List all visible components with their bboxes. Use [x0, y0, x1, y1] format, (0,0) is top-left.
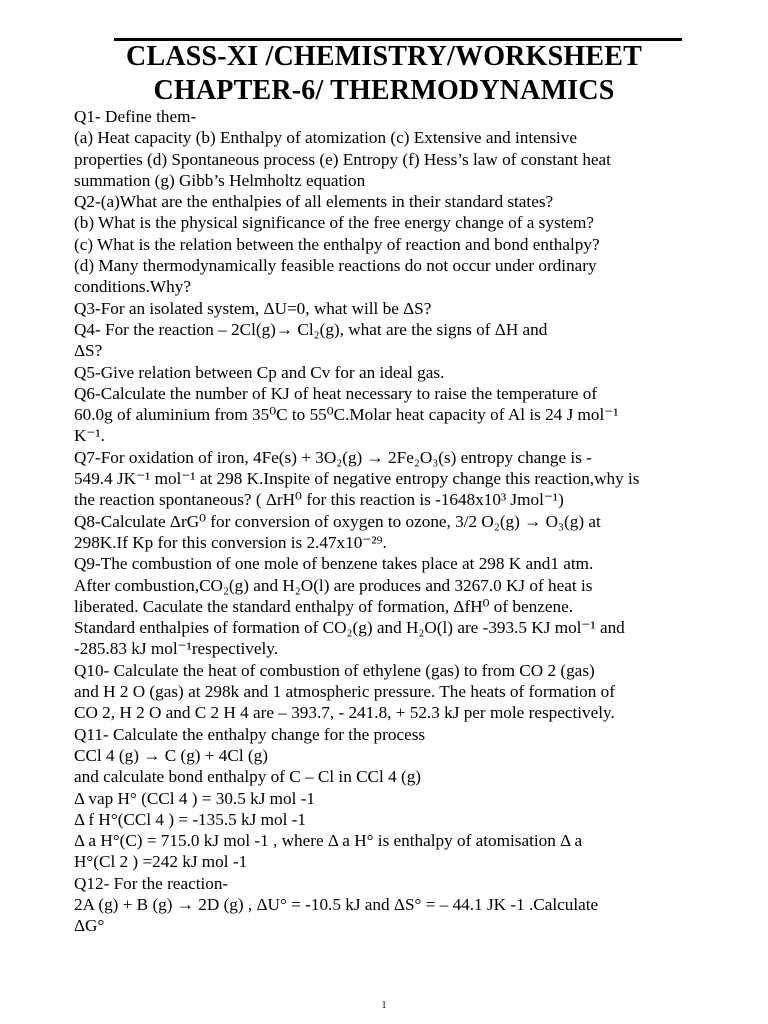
q5-text: Q5-Give relation between Cp and Cv for an ideal gas. — [74, 362, 445, 382]
q11-text-line: and calculate bond enthalpy of C – Cl in CCl 4 (g) — [74, 767, 422, 787]
q9-text-line: liberated. Caculate the standard enthalpy of formation, ΔfH⁰ of benzene. — [74, 596, 573, 616]
q11-text-line: CCl 4 (g) → C (g) + 4Cl (g) — [74, 745, 268, 765]
q3-text: Q3-For an isolated system, ΔU=0, what will be ΔS? — [74, 298, 432, 318]
q8-text: Q8-Calculate ΔrG⁰ for conversion of oxygen to ozone, 3/2 O₂(g) → O₃(g) at — [74, 511, 601, 531]
q7-text-line: 549.4 JK⁻¹ mol⁻¹ at 298 K.Inspite of negative entropy change this reaction,why is — [74, 469, 640, 489]
q9-text-line: Standard enthalpies of formation of CO₂(g) and H₂O(l) are -393.5 KJ mol⁻¹ and — [74, 618, 625, 638]
q7-text: Q7-For oxidation of iron, 4Fe(s) + 3O₂(g) → 2Fe₂O₃(s) entropy change is - — [74, 447, 592, 467]
q1-text-line: summation (g) Gibb’s Helmholtz equation — [74, 170, 366, 190]
q6-text: Q6-Calculate the number of KJ of heat necessary to raise the temperature of — [74, 383, 598, 403]
q11-text-line: Δ f H°(CCl 4 ) = -135.5 kJ mol -1 — [74, 809, 306, 829]
q9-text-line: After combustion,CO₂(g) and H₂O(l) are produces and 3267.0 KJ of heat is — [74, 575, 593, 595]
q11-text-line: Δ vap H° (CCl 4 ) = 30.5 kJ mol -1 — [74, 788, 316, 808]
q2-text-line: (d) Many thermodynamically feasible reactions do not occur under ordinary — [74, 256, 597, 276]
q10-text-line: and H 2 O (gas) at 298k and 1 atmospheric pressure. The heats of formation of — [74, 682, 615, 702]
q8-text-line: 298K.If Kp for this conversion is 2.47x10⁻²⁹. — [74, 532, 387, 552]
q2-text-line: (c) What is the relation between the enthalpy of reaction and bond enthalpy? — [74, 234, 600, 254]
q6-text-line: 60.0g of aluminium from 35⁰C to 55⁰C.Molar heat capacity of Al is 24 J mol⁻¹ — [74, 405, 619, 425]
q12-text-line: ΔG° — [74, 916, 105, 936]
q11-text-line: Δ a H°(C) = 715.0 kJ mol -1 , where Δ a H° is enthalpy of atomisation Δ a — [74, 831, 583, 851]
q12-heading: Q12- For the reaction- — [74, 873, 229, 893]
q10-text-line: CO 2, H 2 O and C 2 H 4 are – 393.7, - 241.8, + 52.3 kJ per mole respectively. — [74, 703, 615, 723]
q7-text-line: the reaction spontaneous? ( ΔrH⁰ for this reaction is -1648x10³ Jmol⁻¹) — [74, 490, 564, 510]
q2-text-line: conditions.Why? — [74, 277, 191, 297]
q11-text: Q11- Calculate the enthalpy change for the process — [74, 724, 426, 744]
page-number: 1 — [381, 1000, 387, 1011]
worksheet-title: CLASS-XI /CHEMISTRY/WORKSHEET — [126, 41, 642, 72]
q10-text: Q10- Calculate the heat of combustion of ethylene (gas) to from CO 2 (gas) — [74, 660, 595, 680]
q1-text-line: properties (d) Spontaneous process (e) Entropy (f) Hess’s law of constant heat — [74, 149, 611, 169]
q2-heading: Q2-(a)What are the enthalpies of all elements in their standard states? — [74, 192, 554, 212]
chapter-title: CHAPTER-6/ THERMODYNAMICS — [153, 75, 615, 106]
question-list — [74, 106, 714, 937]
q12-text-line: 2A (g) + B (g) → 2D (g) , ΔU° = -10.5 kJ and ΔS° = – 44.1 JK -1 .Calculate — [74, 894, 599, 914]
q6-text-line: K⁻¹. — [74, 426, 105, 446]
q9-text-line: -285.83 kJ mol⁻¹respectively. — [74, 639, 279, 659]
q4-text: Q4- For the reaction – 2Cl(g)→ Cl₂(g), what are the signs of ΔH and — [74, 319, 548, 339]
q11-text-line: H°(Cl 2 ) =242 kJ mol -1 — [74, 852, 248, 872]
q2-text-line: (b) What is the physical significance of the free energy change of a system? — [74, 213, 595, 233]
q9-text: Q9-The combustion of one mole of benzene takes place at 298 K and1 atm. — [74, 554, 594, 574]
q1-heading: Q1- Define them- — [74, 107, 197, 126]
q4-text-line: ΔS? — [74, 341, 103, 361]
q1-text-line: (a) Heat capacity (b) Enthalpy of atomization (c) Extensive and intensive — [74, 128, 578, 148]
